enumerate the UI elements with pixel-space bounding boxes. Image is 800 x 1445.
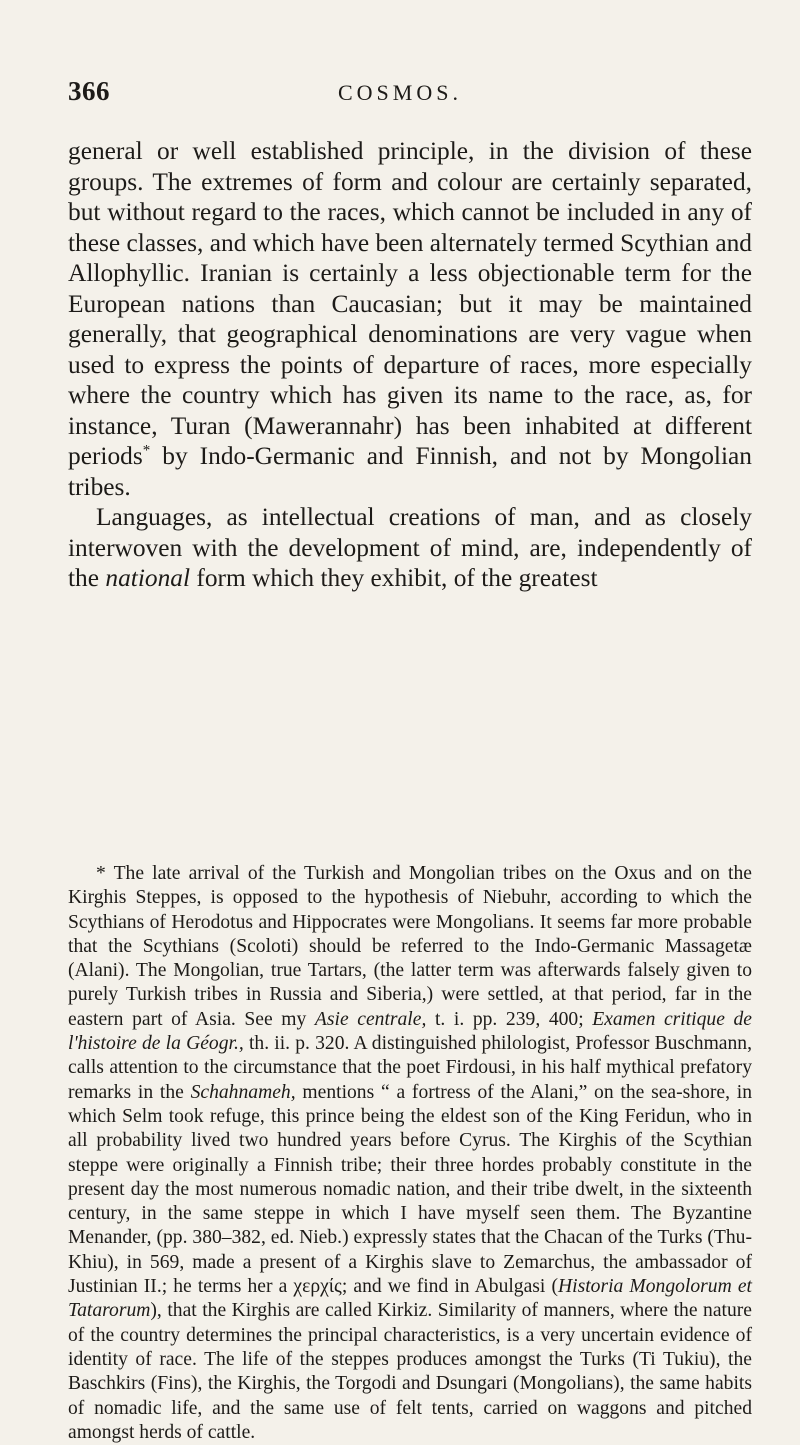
paragraph-2 bbox=[68, 502, 752, 594]
footnote-part: ), that the Kirghis are called Kirkiz. Similarity of manners, where the nature of the country determines the principal characteristics, is a very uncertain evidence of identity of race. The life of the steppes produces amongst the Turks (Ti Tukiu), the Baschkirs (Fins), the Kirghis, the Torgodi and Dsungari (Mongolians), the same habits of nomadic life, and the same use of felt tents, carried on waggons and pitched amongst herds of cattle. bbox=[68, 1300, 752, 1443]
footnote-text bbox=[68, 862, 752, 1445]
footnote-part: t. i. pp. 239, 400; bbox=[426, 1008, 593, 1030]
paragraph-1-end: by Indo-Germanic and Finnish, and not by Mongolian tribes. bbox=[68, 442, 752, 501]
footnote-marker: * bbox=[142, 442, 151, 459]
paragraph-1 bbox=[68, 136, 752, 502]
running-head: COSMOS. bbox=[338, 80, 462, 105]
footnote-italic: Asie centrale, bbox=[314, 1008, 427, 1030]
footnote-part: ; and we find in Abulgasi ( bbox=[341, 1276, 558, 1298]
paragraph-2-end: form which they exhibit, of the greatest bbox=[190, 564, 598, 592]
footnote-part: * The late arrival of the Turkish and Mongolian tribes on the Oxus and on the Kirghis Steppes, is opposed to the hypothesis of Niebuhr, according to which the Scythians of Herodotus and Hippocrates were Mongolians. It seems far more probable that the Scythians (Scoloti) should be referred to the Indo-Germanic Massagetæ (Alani). The Mongolian, true Tartars, (the latter term was afterwards falsely given to purely Turkish tribes in Russia and Siberia,) were settled, at that period, far in the eastern part of Asia. See my bbox=[68, 863, 752, 1030]
footnote-part: th. ii. p. 320. A distinguished philologist, Professor Buschmann, calls attention to the circumstance that the poet Firdousi, in his half mythical prefatory remarks in the bbox=[68, 1033, 752, 1103]
page-header bbox=[68, 76, 732, 116]
greek-word: χερχίς bbox=[293, 1276, 342, 1298]
footnote-italic: Historia Mongolorum et Tatarorum bbox=[68, 1276, 752, 1322]
footnote-italic: Examen critique de l'histoire de la Géogr., bbox=[68, 1008, 753, 1055]
footnote bbox=[68, 862, 752, 1445]
paragraph-2-text: Languages, as intellectual creations of man, and as closely interwoven with the development of mind, are, independently of the bbox=[68, 503, 752, 592]
page-number: 366 bbox=[68, 76, 110, 106]
footnote-italic: Schahnameh, bbox=[190, 1081, 296, 1103]
footnote-part: mentions “ a fortress of the Alani,” on the sea-shore, in which Selm took refuge, this prince being the eldest son of the King Feridun, who in all probability lived two hundred years before Cyrus. The Kirghis of the Scythian steppe were originally a Finnish tribe; their three hordes probably constitute in the present day the most numerous nomadic nation, and their tribe dwelt, in the sixteenth century, in the same steppe in which I have myself seen them. The Byzantine Menander, (pp. 380–382, ed. Nieb.) expressly states that the Chacan of the Turks (Thu-Khiu), in 569, made a present of a Kirghis slave to Zemarchus, the ambassador of Justinian II.; he terms her a bbox=[68, 1081, 753, 1298]
paragraph-2-italic: national bbox=[105, 564, 191, 592]
paragraph-1-text: general or well established principle, in the division of these groups. The extremes of form and colour are certainly separated, but without regard to the races, which cannot be included in any of these classes, and which have been alternately termed Scythian and Allophyllic. Iranian is certainly a less objectionable term for the European nations than Caucasian; but it may be maintained generally, that geographical denominations are very vague when used to express the points of departure of races, more especially where the country which has given its name to the race, as, for instance, Turan (Mawerannahr) has been inhabited at different periods bbox=[68, 137, 752, 470]
main-text bbox=[68, 136, 752, 594]
